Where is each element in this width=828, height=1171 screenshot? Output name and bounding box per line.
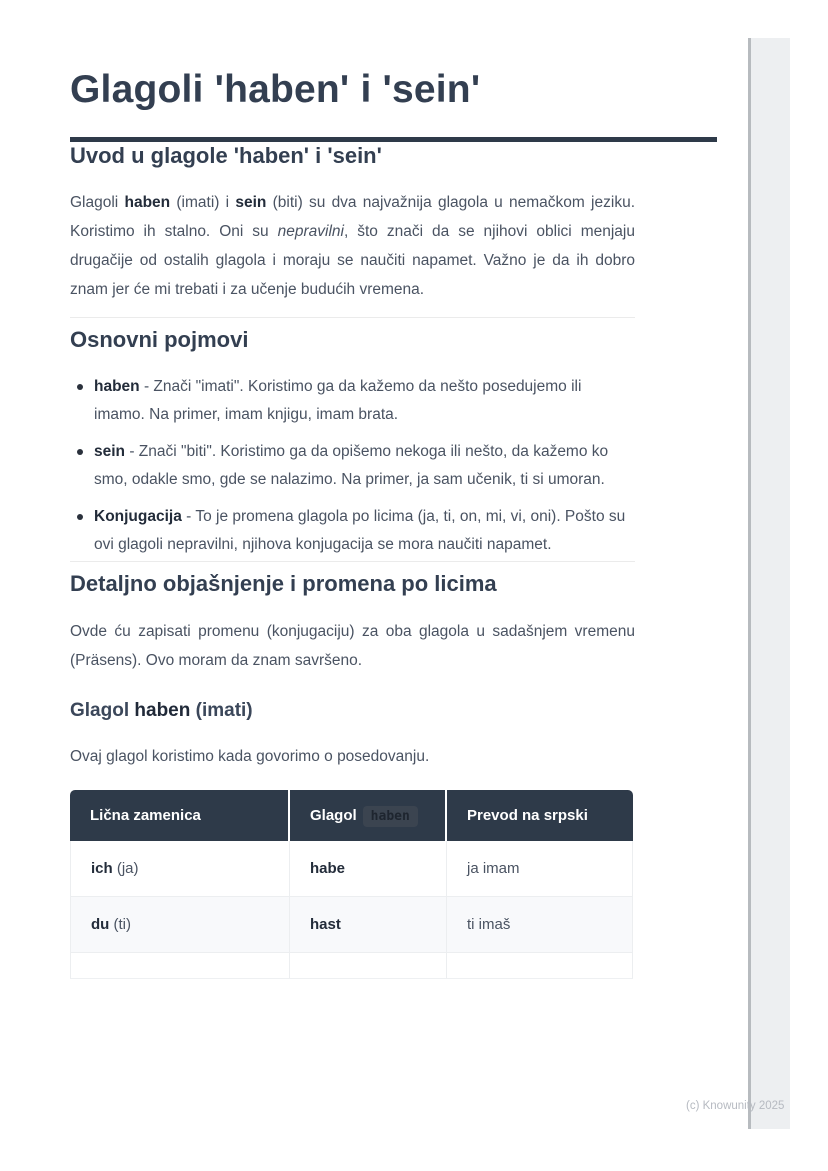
cell-verb	[290, 953, 447, 979]
section-heading-concepts: Osnovni pojmovi	[70, 327, 249, 352]
cell-pronoun	[70, 953, 290, 979]
cell-verb	[290, 841, 447, 897]
header-cell-verb	[290, 790, 447, 841]
table-header-row	[70, 790, 633, 841]
list-term: sein	[94, 443, 126, 460]
list-term: haben	[94, 378, 140, 395]
intro-emphasis: nepravilni	[277, 223, 344, 240]
section-divider	[70, 317, 635, 318]
pronoun-note: (ti)	[109, 916, 131, 933]
scrollbar-thumb[interactable]	[748, 38, 751, 1129]
bullet-icon	[77, 384, 83, 390]
cell-verb	[290, 897, 447, 953]
page-title: Glagoli 'haben' i 'sein'	[70, 68, 481, 111]
details-paragraph: Ovde ću zapisati promenu (konjugaciju) za oba glagola u sadašnjem vremenu (Präsens). Ovo moram da znam savršeno.	[70, 623, 635, 669]
list-text: - Znači "imati". Koristimo ga da kažemo da nešto posedujemo ili imamo. Na primer, imam knjigu, imam brata.	[94, 378, 582, 423]
scrollbar-track[interactable]	[748, 38, 790, 1129]
cell-pronoun	[70, 841, 290, 897]
list-text: - To je promena glagola po licima (ja, ti, on, mi, vi, oni). Pošto su ovi glagoli nepravilni, njihova konjugacija se mora naučiti napamet.	[94, 508, 626, 553]
cell-pronoun	[70, 897, 290, 953]
sub-paragraph: Ovaj glagol koristimo kada govorimo o posedovanju.	[70, 748, 430, 765]
bullet-icon	[77, 514, 83, 520]
intro-run: (imati) i	[170, 194, 236, 211]
conjugation-table	[70, 790, 633, 979]
pronoun: du	[91, 916, 110, 933]
intro-paragraph	[70, 188, 635, 304]
verb-form: hast	[310, 916, 341, 933]
intro-run: , što znači da se njihovi oblici menjaju drugačije od ostalih glagola i moraju se naučiti napamet. Važno je da ih dobro znam jer će mi trebati i za učenje budućih vremena.	[70, 223, 635, 298]
intro-run: (biti) su dva najvažnija glagola u nemačkom jeziku. Koristimo ih stalno. Oni su	[70, 194, 635, 240]
sub-heading-suffix: (imati)	[190, 700, 253, 721]
list-term: Konjugacija	[94, 508, 182, 525]
verb-form: habe	[310, 860, 346, 877]
intro-run: Glagoli	[70, 194, 125, 211]
sub-heading-verb: haben	[134, 700, 191, 721]
header-verb-label: Glagol	[310, 807, 357, 824]
intro-term-haben: haben	[124, 194, 171, 211]
cell-translation: ti imaš	[447, 897, 633, 953]
section-heading-details: Detaljno objašnjenje i promena po licima	[70, 571, 497, 596]
list-item-haben	[70, 373, 635, 429]
footer-copyright: (c) Knowunity 2025	[686, 1100, 785, 1112]
intro-term-sein: sein	[235, 194, 267, 211]
sub-heading-glagol-haben	[70, 698, 635, 724]
sub-heading-prefix: Glagol	[70, 700, 135, 721]
section-divider	[70, 561, 635, 562]
header-verb-code: haben	[363, 806, 418, 827]
pronoun-note: (ja)	[112, 860, 139, 877]
table-row	[70, 841, 633, 897]
pronoun: ich	[91, 860, 113, 877]
table-row	[70, 897, 633, 953]
header-cell-translation: Prevod na srpski	[447, 790, 633, 841]
list-item-konjugacija	[70, 503, 635, 559]
list-item-sein	[70, 438, 635, 494]
cell-translation: ja imam	[447, 841, 633, 897]
cell-translation	[447, 953, 633, 979]
concept-list	[70, 373, 635, 559]
list-text: - Znači "biti". Koristimo ga da opišemo nekoga ili nešto, da kažemo ko smo, odakle smo, gde se nalazimo. Na primer, ja sam učenik, ti si umoran.	[94, 443, 609, 488]
section-heading-intro: Uvod u glagole 'haben' i 'sein'	[70, 143, 382, 168]
document-page	[70, 0, 717, 979]
table-row-clipped	[70, 953, 633, 979]
header-cell-pronoun: Lična zamenica	[70, 790, 290, 841]
bullet-icon	[77, 449, 83, 455]
